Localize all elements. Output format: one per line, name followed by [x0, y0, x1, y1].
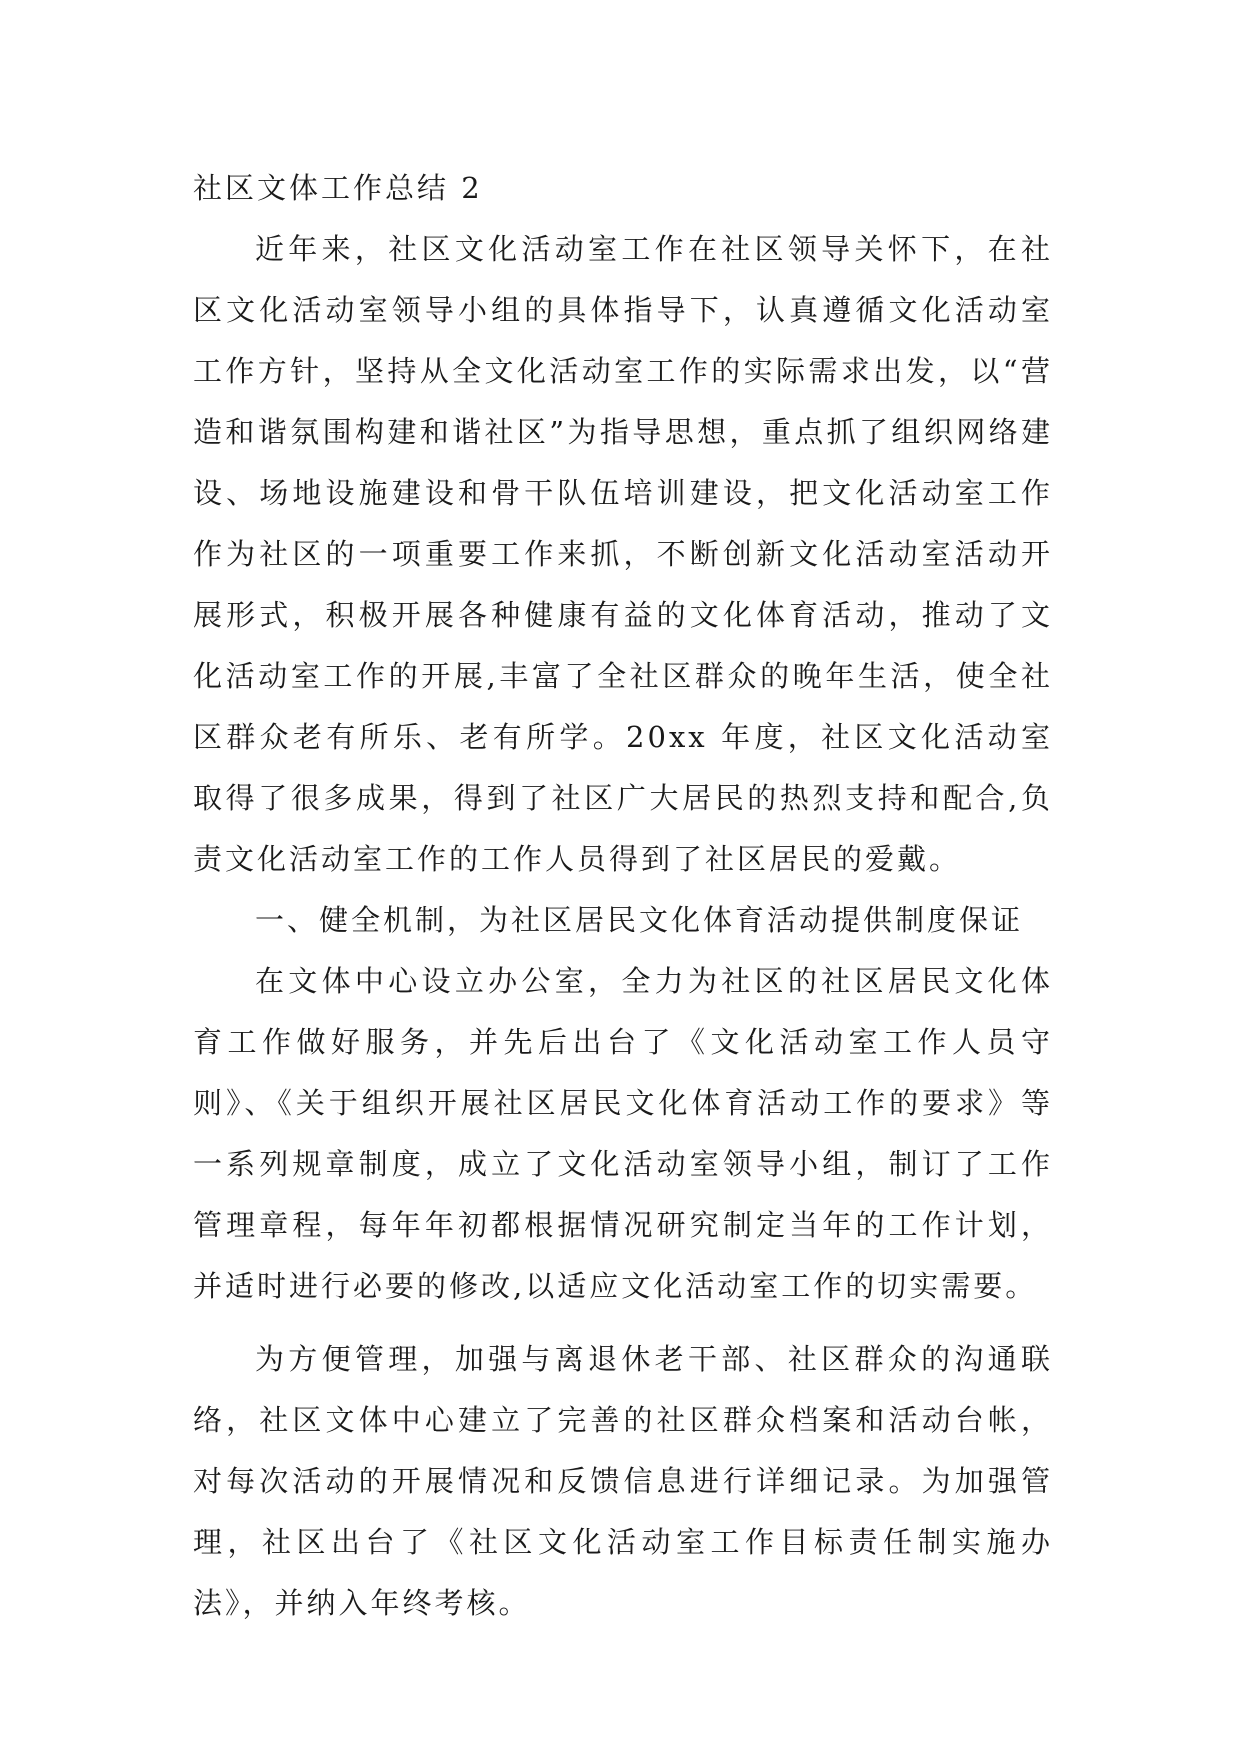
document-title: 社区文体工作总结 2	[193, 171, 483, 205]
paragraph-mechanism: 在文体中心设立办公室，全力为社区的社区居民文化体育工作做好服务，并先后出台了《文化活动室工作人员守则》、《关于组织开展社区居民文化体育活动工作的要求》等一系列规章制度，成立了文化活动室领导小组，制订了工作管理章程，每年年初都根据情况研究制定当年的工作计划，并适时进行必要的修改,以适应文化活动室工作的切实需要。	[193, 964, 1053, 1303]
paragraph-management: 为方便管理，加强与离退休老干部、社区群众的沟通联络，社区文体中心建立了完善的社区群众档案和活动台帐，对每次活动的开展情况和反馈信息进行详细记录。为加强管理，社区出台了《社区文化活动室工作目标责任制实施办法》，并纳入年终考核。	[193, 1342, 1053, 1620]
section-heading-1: 一、健全机制，为社区居民文化体育活动提供制度保证	[255, 903, 1024, 937]
document-body	[193, 158, 1053, 1634]
paragraph-intro: 近年来，社区文化活动室工作在社区领导关怀下，在社区文化活动室领导小组的具体指导下，认真遵循文化活动室工作方针，坚持从全文化活动室工作的实际需求出发，以“营造和谐氛围构建和谐社区”为指导思想，重点抓了组织网络建设、场地设施建设和骨干队伍培训建设，把文化活动室工作作为社区的一项重要工作来抓，不断创新文化活动室活动开展形式，积极开展各种健康有益的文化体育活动，推动了文化活动室工作的开展,丰富了全社区群众的晚年生活，使全社区群众老有所乐、老有所学。20xx 年度，社区文化活动室取得了很多成果，得到了社区广大居民的热烈支持和配合,负责文化活动室工作的工作人员得到了社区居民的爱戴。	[193, 232, 1053, 876]
